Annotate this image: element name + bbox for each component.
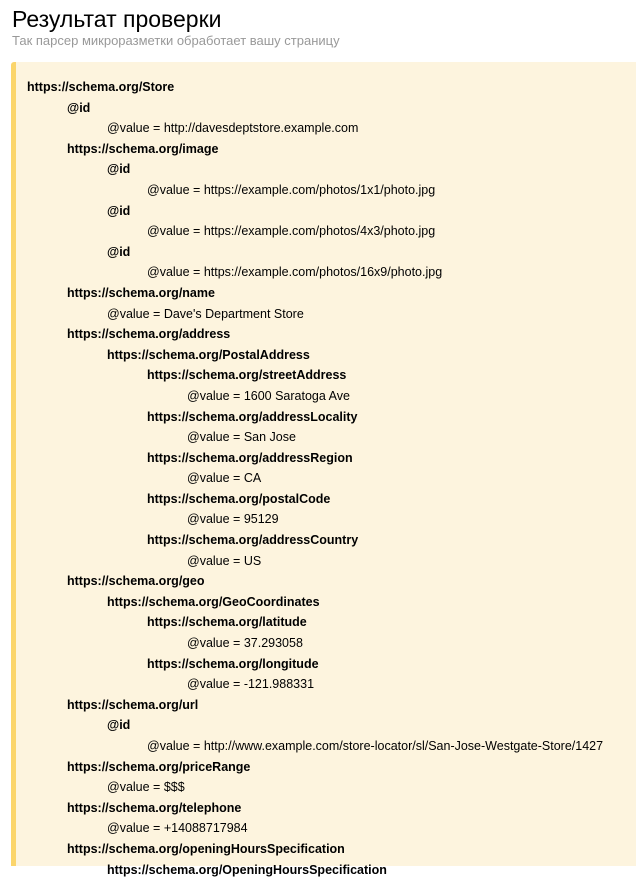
tree-value-row: @value = https://example.com/photos/4x3/photo.jpg	[147, 224, 436, 239]
tree-property-row: @id	[107, 718, 131, 733]
tree-property-row: @id	[107, 162, 131, 177]
tree-value-row: @value = https://example.com/photos/16x9/photo.jpg	[147, 265, 443, 280]
tree-value-row: @value = -121.988331	[187, 677, 315, 692]
tree-property-row: https://schema.org/name	[67, 285, 215, 300]
tree-property-row: https://schema.org/geo	[67, 574, 205, 589]
tree-property-row: https://schema.org/telephone	[67, 800, 242, 815]
tree-property-row: https://schema.org/address	[67, 327, 231, 342]
tree-value-row: @value = +14088717984	[107, 821, 248, 836]
tree-property-row: https://schema.org/addressLocality	[147, 409, 358, 424]
tree-property-row: @id	[107, 203, 131, 218]
tree-value-row: @value = Dave's Department Store	[107, 306, 304, 321]
tree-property-row: https://schema.org/addressCountry	[147, 533, 359, 548]
tree-property-row: https://schema.org/streetAddress	[147, 368, 347, 383]
result-panel	[11, 62, 636, 877]
tree-property-row: https://schema.org/GeoCoordinates	[107, 594, 320, 609]
tree-property-row: https://schema.org/postalCode	[147, 491, 331, 506]
tree-value-row: @value = CA	[187, 471, 262, 486]
tree-value-row: @value = 95129	[187, 512, 279, 527]
tree-value-row: @value = $$$	[107, 780, 185, 795]
tree-property-row: https://schema.org/OpeningHoursSpecification	[107, 862, 387, 877]
page-title: Результат проверки	[12, 6, 222, 32]
tree-property-row: https://schema.org/priceRange	[67, 759, 251, 774]
tree-property-row: https://schema.org/image	[67, 141, 219, 156]
microdata-tree	[27, 77, 636, 880]
tree-property-row: https://schema.org/addressRegion	[147, 450, 353, 465]
tree-value-row: @value = http://www.example.com/store-locator/sl/San-Jose-Westgate-Store/1427	[147, 739, 604, 753]
tree-property-row: https://schema.org/Store	[27, 80, 175, 94]
tree-value-row: @value = 1600 Saratoga Ave	[187, 388, 350, 403]
tree-property-row: https://schema.org/openingHoursSpecification	[67, 841, 345, 856]
tree-value-row: @value = San Jose	[187, 430, 296, 445]
tree-property-row: https://schema.org/PostalAddress	[107, 347, 310, 362]
tree-property-row: https://schema.org/url	[67, 697, 199, 712]
tree-value-row: @value = US	[187, 553, 262, 568]
tree-value-row: @value = https://example.com/photos/1x1/photo.jpg	[147, 182, 436, 197]
tree-value-row: @value = http://davesdeptstore.example.com	[107, 121, 359, 136]
tree-property-row: @id	[107, 244, 131, 259]
tree-value-row: @value = 37.293058	[187, 636, 303, 651]
tree-property-row: https://schema.org/latitude	[147, 615, 307, 630]
tree-property-row: @id	[67, 100, 91, 115]
page-subtitle: Так парсер микроразметки обработает вашу страницу	[12, 33, 340, 48]
tree-property-row: https://schema.org/longitude	[147, 656, 319, 671]
